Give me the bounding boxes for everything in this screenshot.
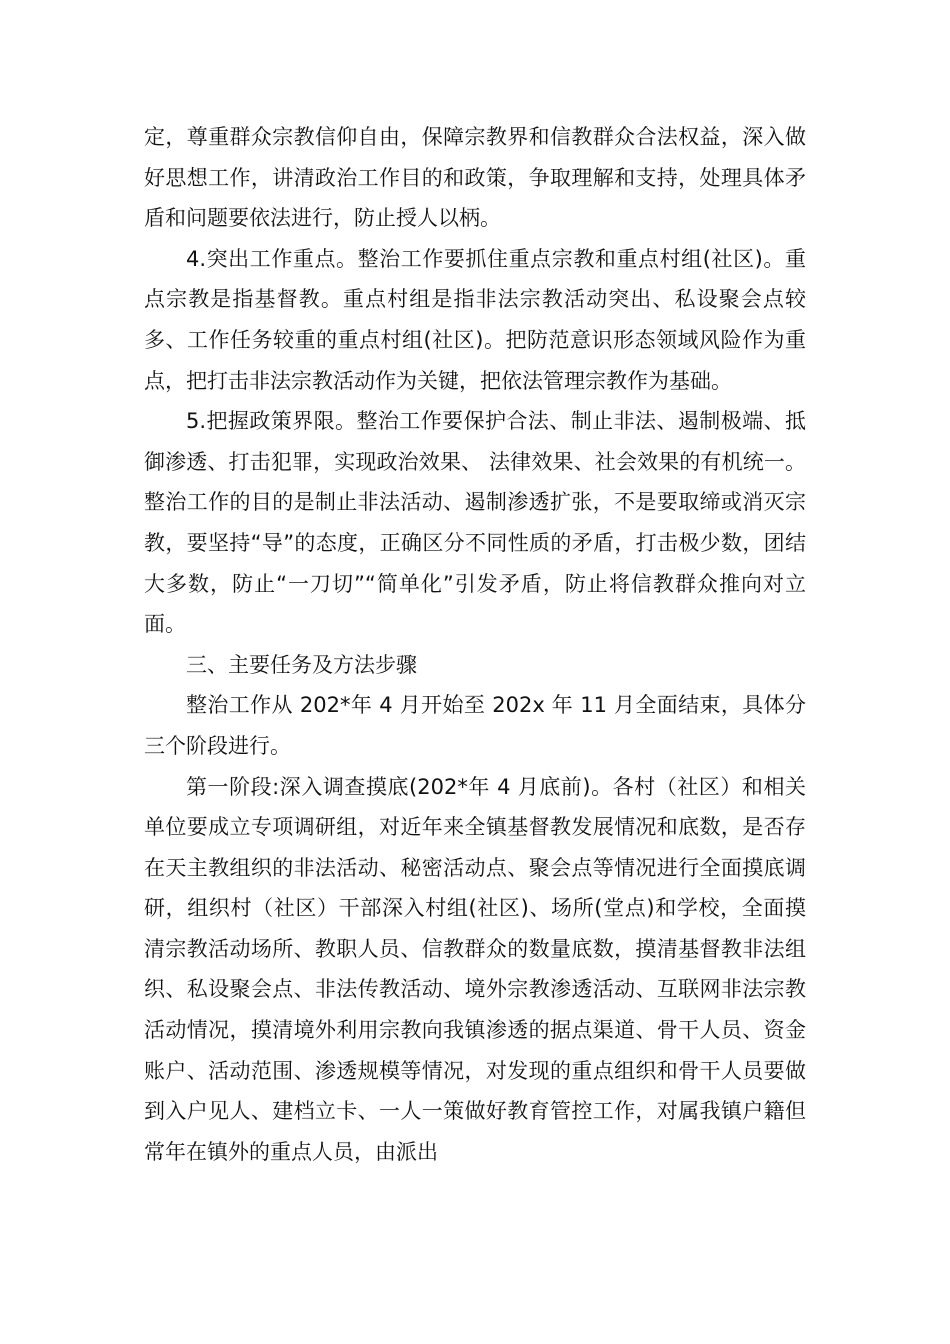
paragraph-item-5: 5.把握政策界限。整治工作要保护合法、制止非法、遏制极端、抵御渗透、打击犯罪，实现政治效果、 法律效果、社会效果的有机统一。整治工作的目的是制止非法活动、遏制渗透扩张，不是要取缔或消灭宗教，要坚持“导”的态度，正确区分不同性质的矛盾，打击极少数，团结大多数，防止“一刀切”“简单化”引发矛盾，防止将信教群众推向对立面。	[144, 409, 806, 637]
section-heading: 三、主要任务及方法步骤	[186, 652, 417, 677]
document-body	[144, 117, 806, 1172]
paragraph-phase-one: 第一阶段:深入调查摸底(202*年 4 月底前)。各村（社区）和相关单位要成立专项调研组，对近年来全镇基督教发展情况和底数，是否存在天主教组织的非法活动、秘密活动点、聚会点等情况进行全面摸底调研，组织村（社区）干部深入村组(社区)、场所(堂点)和学校，全面摸清宗教活动场所、教职人员、信教群众的数量底数，摸清基督教非法组织、私设聚会点、非法传教活动、境外宗教渗透活动、互联网非法宗教活动情况，摸清境外利用宗教向我镇渗透的据点渠道、骨干人员、资金账户、活动范围、渗透规模等情况，对发现的重点组织和骨干人员要做到入户见人、建档立卡、一人一策做好教育管控工作，对属我镇户籍但常年在镇外的重点人员，由派出	[144, 774, 806, 1164]
paragraph-item-4: 4.突出工作重点。整治工作要抓住重点宗教和重点村组(社区)。重点宗教是指基督教。重点村组是指非法宗教活动突出、私设聚会点较多、工作任务较重的重点村组(社区)。把防范意识形态领域风险作为重点，把打击非法宗教活动作为关键，把依法管理宗教作为基础。	[144, 246, 806, 393]
paragraph-schedule: 整治工作从 202*年 4 月开始至 202x 年 11 月全面结束，具体分三个阶段进行。	[144, 693, 806, 758]
paragraph-continued: 定，尊重群众宗教信仰自由，保障宗教界和信教群众合法权益，深入做好思想工作，讲清政治工作目的和政策，争取理解和支持，处理具体矛盾和问题要依法进行，防止授人以柄。	[144, 125, 806, 231]
